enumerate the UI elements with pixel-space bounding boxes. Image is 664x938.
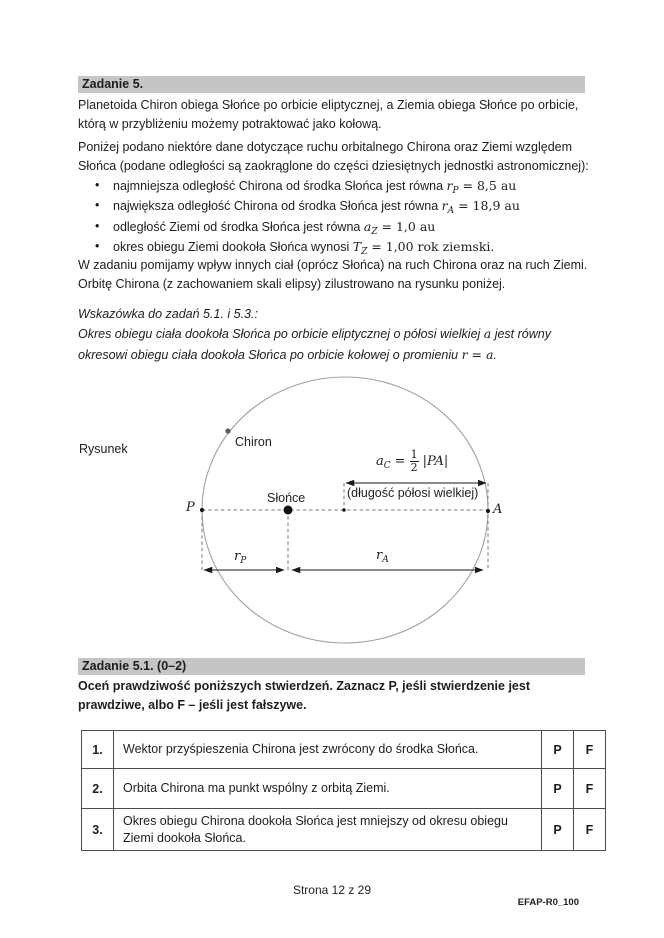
semi-axis-note: (długość półosi wielkiej) xyxy=(347,486,479,500)
row-number: 3. xyxy=(82,809,114,851)
paragraph-line: Orbitę Chirona (z zachowaniem skali elipsy) zilustrowano na rysunku poniżej. xyxy=(78,277,506,292)
paragraph-line: W zadaniu pomijamy wpływ innych ciał (oprócz Słońca) na ruch Chirona oraz na ruch Ziemi. xyxy=(78,258,588,272)
table-row xyxy=(82,731,606,769)
perihelion-dot xyxy=(200,508,204,512)
math-variable: r xyxy=(446,178,453,193)
perihelion-label: P xyxy=(186,500,195,515)
answer-true-cell[interactable]: P xyxy=(542,731,574,769)
answer-false-cell[interactable]: F xyxy=(574,731,606,769)
math-variable: a xyxy=(363,218,372,234)
task51-instruction xyxy=(78,677,590,716)
task5-paragraph-intro xyxy=(78,96,590,135)
answer-true-cell[interactable]: P xyxy=(542,809,574,851)
hint-text: Okres obiegu ciała dookoła Słońca po orbicie eliptycznej o półosi wielkiej xyxy=(78,327,484,342)
statement-cell: Okres obiegu Chirona dookoła Słońca jest mniejszy od okresu obiegu Ziemi dookoła Słońca. xyxy=(114,809,542,851)
equals-sign: = xyxy=(394,454,406,469)
math-variable: r xyxy=(376,548,383,563)
task5-paragraph-assumptions xyxy=(78,256,590,295)
formula-rhs: |PA| xyxy=(422,454,449,469)
true-false-table xyxy=(81,730,606,851)
row-number: 1. xyxy=(82,731,114,769)
math-value: = 18,9 au xyxy=(454,198,520,214)
math-variable: r = a xyxy=(461,346,494,362)
hint-line xyxy=(78,324,590,344)
math-variable: r xyxy=(234,549,241,564)
math-variable: a xyxy=(483,326,492,342)
table-row xyxy=(82,809,606,851)
paragraph-line: którą w przybliżeniu możemy potraktować jako kołową. xyxy=(78,117,382,132)
bullet-text: najmniejsza odległość Chirona od środka Słońca jest równa xyxy=(113,179,447,193)
math-subscript: A xyxy=(382,555,389,565)
table-row xyxy=(82,769,606,809)
hint-text: . xyxy=(493,347,497,362)
bullet-text: okres obiegu Ziemi dookoła Słońca wynosi xyxy=(113,239,353,254)
statement-cell: Wektor przyśpieszenia Chirona jest zwrócony do środka Słońca. xyxy=(114,731,542,769)
answer-false-cell[interactable]: F xyxy=(574,809,606,851)
bullet-icon: • xyxy=(95,218,100,233)
orbit-diagram xyxy=(0,365,664,660)
math-subscript: A xyxy=(447,206,455,217)
sun-label: Słońce xyxy=(267,491,306,505)
task5-header-label: Zadanie 5. xyxy=(82,77,144,91)
math-variable: r xyxy=(441,198,448,214)
aphelion-label: A xyxy=(493,502,503,517)
math-subscript: P xyxy=(240,556,247,566)
fraction-denominator: 2 xyxy=(410,461,418,474)
semi-major-axis-formula xyxy=(376,449,448,474)
orbit-figure xyxy=(0,365,664,660)
list-item xyxy=(95,196,590,216)
ra-label xyxy=(376,549,389,563)
chiron-dot xyxy=(225,428,230,433)
math-variable: a xyxy=(376,454,384,469)
math-subscript: Z xyxy=(371,226,378,237)
hint-title: Wskazówka do zadań 5.1. i 5.3.: xyxy=(78,307,258,321)
rp-label xyxy=(234,550,246,564)
ellipse-center-dot xyxy=(342,508,345,511)
list-item xyxy=(95,217,590,237)
list-item xyxy=(95,237,590,257)
bullet-icon: • xyxy=(95,178,100,192)
statement-cell: Orbita Chirona ma punkt wspólny z orbitą Ziemi. xyxy=(114,769,542,809)
sun-dot xyxy=(284,506,293,515)
orbital-data-list xyxy=(95,176,590,257)
task5-header-bar xyxy=(78,76,585,93)
math-value: = 1,00 rok ziemski. xyxy=(367,238,495,254)
fraction-numerator: 1 xyxy=(410,448,418,461)
fraction xyxy=(410,449,419,474)
answer-true-cell[interactable]: P xyxy=(542,769,574,809)
math-subscript: P xyxy=(452,186,459,196)
bullet-icon: • xyxy=(95,198,100,213)
bullet-text: odległość Ziemi od środka Słońca jest równa xyxy=(113,219,364,234)
hint-block xyxy=(78,305,590,365)
paragraph-line: Planetoida Chiron obiega Słońce po orbicie eliptycznej, a Ziemia obiega Słońce po orbicie, xyxy=(78,98,579,112)
instruction-line: prawdziwe, albo F – jeśli jest fałszywe. xyxy=(78,698,307,713)
formula-lhs xyxy=(376,454,391,469)
answer-false-cell[interactable]: F xyxy=(574,769,606,809)
math-variable: T xyxy=(352,238,362,254)
chiron-label: Chiron xyxy=(235,435,272,449)
hint-line xyxy=(78,345,590,365)
paragraph-line: Słońca (podane odległości są zaokrąglone do części dziesiętnych jednostki astronomicznej): xyxy=(78,159,589,174)
math-value: = 1,0 au xyxy=(377,218,436,234)
math-subscript: C xyxy=(383,461,391,471)
list-item xyxy=(95,176,590,196)
row-number: 2. xyxy=(82,769,114,809)
page-number: Strona 12 z 29 xyxy=(292,883,372,897)
bullet-icon: • xyxy=(95,238,100,253)
math-value: = 8,5 au xyxy=(458,178,517,193)
bullet-text: największa odległość Chirona od środka Słońca jest równa xyxy=(113,199,442,214)
task51-header-label: Zadanie 5.1. (0–2) xyxy=(82,659,187,673)
aphelion-dot xyxy=(486,509,490,513)
math-subscript: Z xyxy=(361,246,368,257)
paragraph-line: Poniżej podano niektóre dane dotyczące ruchu orbitalnego Chirona oraz Ziemi względem xyxy=(78,140,573,154)
document-code: EFAP-R0_100 xyxy=(517,897,579,908)
hint-text: okresowi obiegu ciała dookoła Słońca po orbicie kołowej o promieniu xyxy=(78,347,462,362)
figure-caption: Rysunek xyxy=(79,442,128,456)
instruction-line: Oceń prawdziwość poniższych stwierdzeń. Zaznacz P, jeśli stwierdzenie jest xyxy=(78,679,530,693)
hint-text: jest równy xyxy=(491,327,551,342)
task51-header-bar xyxy=(78,658,585,675)
task5-paragraph-data-intro xyxy=(78,138,590,177)
